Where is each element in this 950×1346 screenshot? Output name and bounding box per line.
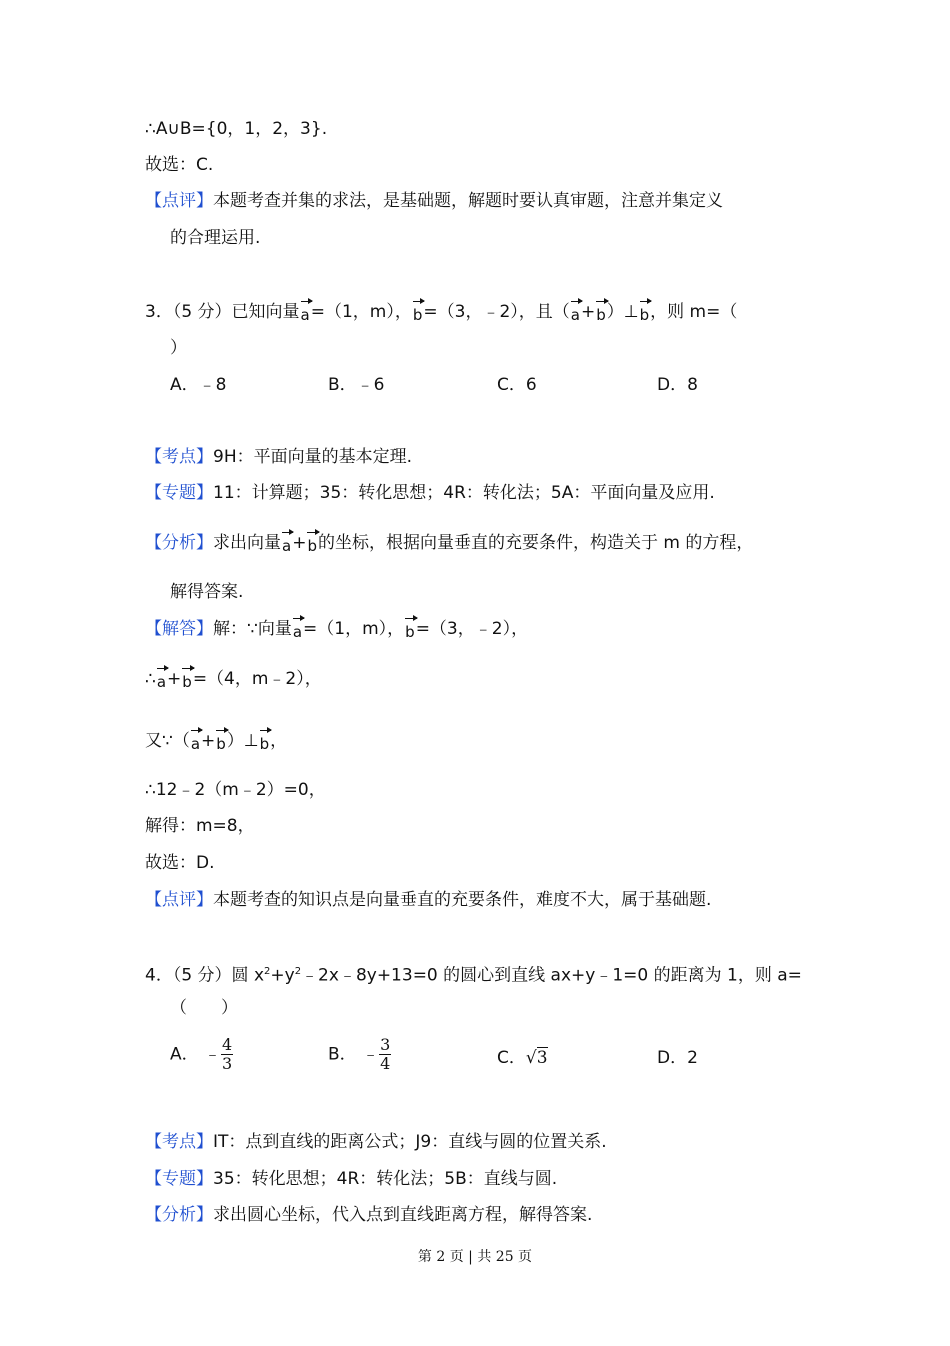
prev-review: [145, 189, 723, 213]
t: 3．（5 分）已知向量: [145, 302, 300, 322]
vector-a: a: [281, 534, 292, 558]
q4-kaodian: [145, 1130, 607, 1154]
q3-stem-end: ）: [170, 338, 187, 358]
vector-b: b: [595, 303, 607, 327]
q3-jieda: [145, 617, 528, 644]
vector-a: a: [292, 620, 303, 644]
t: ﹣: [204, 1044, 222, 1065]
vector-a: a: [156, 670, 167, 694]
vector-a: a: [190, 732, 201, 756]
sqrt-icon: √: [525, 1048, 537, 1068]
q4-option-c: [497, 1046, 548, 1070]
t: +: [201, 731, 216, 751]
q4-zhuanti: [145, 1167, 557, 1191]
t: ﹣: [362, 1044, 380, 1065]
t: 35：转化思想；4R：转化法；5B：直线与圆.: [213, 1169, 558, 1189]
exp: 2: [264, 966, 271, 977]
t: +: [167, 669, 182, 689]
q3-option-a: A．﹣8: [170, 375, 227, 395]
q3-stem: [145, 300, 737, 327]
zhuanti-tag: 【专题】: [145, 1169, 213, 1189]
vector-b: b: [181, 670, 193, 694]
q3-option-c: C．6: [497, 375, 537, 395]
review-tag: 【点评】: [145, 191, 213, 211]
t: +: [581, 302, 596, 322]
q3-choice: 故选：D.: [145, 853, 215, 873]
t: +y: [270, 965, 295, 986]
t: =（3，﹣2），且（: [423, 302, 570, 322]
t: A．: [170, 1044, 199, 1065]
q3-kaodian: [145, 445, 412, 469]
page-footer: 第 2 页 | 共 25 页: [417, 1249, 533, 1265]
vector-b: b: [306, 534, 318, 558]
t: 3: [380, 1035, 391, 1054]
t: =（4，m﹣2），: [192, 669, 322, 689]
t: =（3，﹣2），: [415, 619, 529, 639]
t: IT：点到直线的距离公式；J9：直线与圆的位置关系.: [213, 1132, 607, 1152]
q3-fenxi: [145, 531, 753, 558]
t: ，则 m=（: [650, 302, 738, 322]
kaodian-tag: 【考点】: [145, 447, 213, 467]
q4-stem: [145, 960, 802, 988]
q3-option-b: B．﹣6: [328, 375, 385, 395]
exp: 2: [294, 966, 302, 977]
fraction: [379, 1036, 391, 1073]
q3-fenxi-cont: 解得答案.: [170, 582, 244, 602]
t: 又∵（: [145, 731, 190, 751]
t: ﹣2x﹣8y+13=0 的圆心到直线 ax+y﹣1=0 的距离为 1，则 a=: [301, 965, 802, 986]
fraction: [221, 1036, 233, 1073]
t: B．: [328, 1044, 357, 1065]
t: =（1，m），: [310, 302, 412, 322]
vector-b: b: [259, 732, 271, 756]
prev-choice: 故选：C.: [145, 155, 214, 175]
t: 解：∵向量: [213, 619, 292, 639]
prev-review-cont: 的合理运用.: [170, 228, 261, 248]
vector-a: a: [300, 303, 311, 327]
t: +: [292, 533, 307, 553]
q3-dianping: [145, 888, 711, 912]
vector-b: b: [412, 303, 424, 327]
q3-step4: 解得：m=8，: [145, 816, 255, 836]
t: 4．（5 分）圆 x: [145, 965, 264, 986]
t: 求出圆心坐标，代入点到直线距离方程，解得答案.: [213, 1205, 593, 1225]
t: C．: [497, 1048, 526, 1068]
zhuanti-tag: 【专题】: [145, 483, 213, 503]
t: 本题考查的知识点是向量垂直的充要条件，难度不大，属于基础题.: [213, 890, 712, 910]
t: 的坐标，根据向量垂直的充要条件，构造关于 m 的方程，: [317, 533, 754, 553]
t: ∴: [145, 669, 156, 689]
union-result: ∴A∪B={0，1，2，3}.: [145, 119, 328, 139]
t: 11：计算题；35：转化思想；4R：转化法；5A：平面向量及应用.: [213, 483, 715, 503]
t: 4: [222, 1035, 233, 1054]
t: =（1，m），: [303, 619, 405, 639]
q4-stem-end: （ ）: [170, 998, 238, 1018]
q3-step2: [145, 729, 287, 756]
t: ，: [270, 731, 288, 751]
q4-fenxi: [145, 1203, 592, 1227]
kaodian-tag: 【考点】: [145, 1132, 213, 1152]
vector-b: b: [639, 303, 651, 327]
fenxi-tag: 【分析】: [145, 533, 213, 553]
dianping-tag: 【点评】: [145, 890, 213, 910]
t: ）⊥: [226, 731, 259, 751]
t: ）⊥: [606, 302, 639, 322]
q3-step3: ∴12﹣2（m﹣2）=0，: [145, 780, 326, 800]
t: 3: [536, 1048, 548, 1068]
vector-a: a: [570, 303, 581, 327]
t: 求出向量: [213, 533, 281, 553]
q4-option-d: D．2: [657, 1048, 698, 1068]
fenxi-tag: 【分析】: [145, 1205, 213, 1225]
vector-b: b: [404, 620, 416, 644]
q4-option-a: [170, 1036, 233, 1073]
t: 9H：平面向量的基本定理.: [213, 447, 413, 467]
t: 4: [380, 1054, 391, 1073]
q4-option-b: [328, 1036, 391, 1073]
q3-step1: [145, 667, 322, 694]
q3-zhuanti: [145, 481, 715, 505]
vector-b: b: [215, 732, 227, 756]
jieda-tag: 【解答】: [145, 619, 213, 639]
t: 3: [222, 1054, 233, 1073]
q3-option-d: D．8: [657, 375, 698, 395]
review-text: 本题考查并集的求法，是基础题，解题时要认真审题，注意并集定义: [213, 191, 723, 211]
